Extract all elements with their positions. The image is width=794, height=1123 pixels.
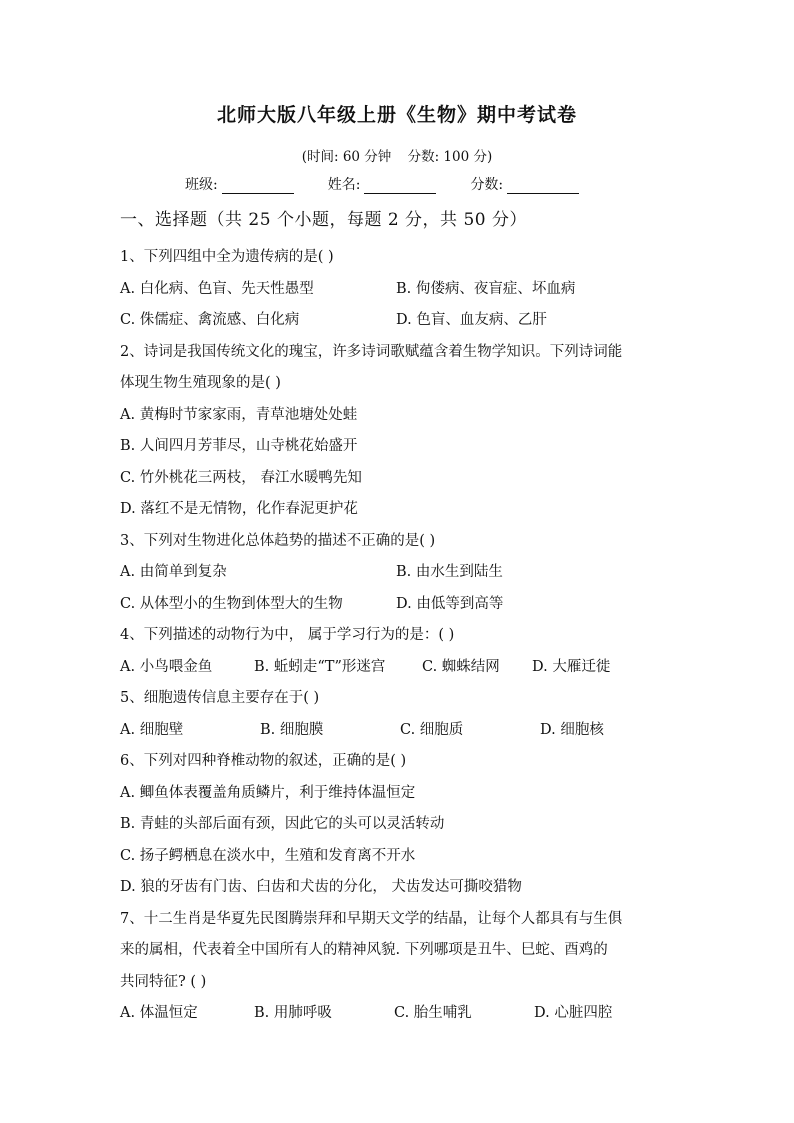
question-stem: 1、下列四组中全为遗传病的是( ) [120, 249, 334, 265]
option: A. 白化病、色盲、先天性愚型 [120, 280, 314, 297]
options-row [120, 715, 690, 747]
option: C. 竹外桃花三两枝， 春江水暖鸭先知 [120, 469, 362, 486]
question-stem: 2、诗词是我国传统文化的瑰宝，许多诗词歌赋蕴含着生物学知识。下列诗词能 [120, 343, 623, 360]
option: C. 胎生哺乳 [394, 1005, 472, 1021]
option: D. 色盲、血友病、乙肝 [396, 312, 547, 328]
option: C. 扬子鳄栖息在淡水中，生殖和发育离不开水 [120, 847, 416, 864]
questions [120, 242, 690, 1030]
option: B. 细胞膜 [260, 721, 324, 738]
option: D. 落红不是无情物，化作春泥更护花 [120, 501, 358, 517]
exam-time: (时间: 60 分钟 [301, 149, 392, 165]
option: B. 蚯蚓走“T”形迷宫 [254, 658, 386, 675]
question-stem: 6、下列对四种脊椎动物的叙述，正确的是( ) [120, 753, 407, 769]
name-field: 姓名: [328, 174, 437, 194]
option: D. 心脏四腔 [534, 1005, 613, 1021]
option: D. 由低等到高等 [396, 595, 504, 612]
option: B. 人间四月芳菲尽，山寺桃花始盛开 [120, 438, 358, 454]
score-field: 分数: [470, 174, 579, 194]
options-row [120, 589, 690, 621]
question-stem: 3、下列对生物进化总体趋势的描述不正确的是( ) [120, 532, 436, 549]
exam-title: 北师大版八年级上册《生物》期中考试卷 [216, 104, 577, 126]
option: A. 鲫鱼体表覆盖角质鳞片，利于维持体温恒定 [120, 784, 416, 801]
exam-meta [0, 145, 794, 165]
section-heading: 一、选择题（共 25 个小题，每题 2 分，共 50 分） [120, 210, 528, 230]
option: C. 细胞质 [400, 721, 464, 738]
option: A. 细胞壁 [120, 721, 184, 738]
options-row [120, 305, 690, 337]
question-stem: 体现生物生殖现象的是( ) [120, 375, 281, 391]
question-stem: 4、下列描述的动物行为中， 属于学习行为的是：( ) [120, 627, 455, 643]
option: C. 从体型小的生物到体型大的生物 [120, 595, 343, 612]
option: C. 蜘蛛结网 [422, 658, 500, 675]
option: B. 由水生到陆生 [396, 564, 503, 580]
option: B. 青蛙的头部后面有颈，因此它的头可以灵活转动 [120, 816, 445, 832]
option: C. 侏儒症、禽流感、白化病 [120, 312, 300, 328]
class-blank[interactable] [222, 177, 294, 194]
question-stem: 共同特征? ( ) [120, 973, 207, 990]
option: A. 小鸟喂金鱼 [120, 658, 213, 675]
exam-total-score: 分数: 100 分) [407, 149, 493, 165]
options-row [120, 274, 690, 306]
question-stem: 来的属相，代表着全中国所有人的精神风貌. 下列哪项是丑牛、巳蛇、酉鸡的 [120, 942, 608, 958]
option: A. 体温恒定 [120, 1005, 198, 1021]
question-stem: 7、十二生肖是华夏先民图腾崇拜和早期天文学的结晶，让每个人都具有与生俱 [120, 910, 623, 927]
options-row [120, 998, 690, 1030]
option: D. 细胞核 [540, 721, 604, 738]
option: A. 黄梅时节家家雨，青草池塘处处蛙 [120, 406, 358, 423]
option: B. 用肺呼吸 [254, 1005, 332, 1021]
class-field: 班级: [185, 174, 294, 194]
name-blank[interactable] [364, 177, 436, 194]
options-row [120, 652, 690, 684]
student-info [185, 174, 645, 194]
option: D. 狼的牙齿有门齿、臼齿和犬齿的分化， 犬齿发达可撕咬猎物 [120, 879, 522, 895]
score-blank[interactable] [507, 177, 579, 194]
option: B. 佝偻病、夜盲症、坏血病 [396, 280, 576, 297]
option: D. 大雁迁徙 [532, 658, 611, 675]
options-row [120, 557, 690, 589]
question-stem: 5、细胞遗传信息主要存在于( ) [120, 690, 320, 706]
option: A. 由简单到复杂 [120, 564, 227, 580]
